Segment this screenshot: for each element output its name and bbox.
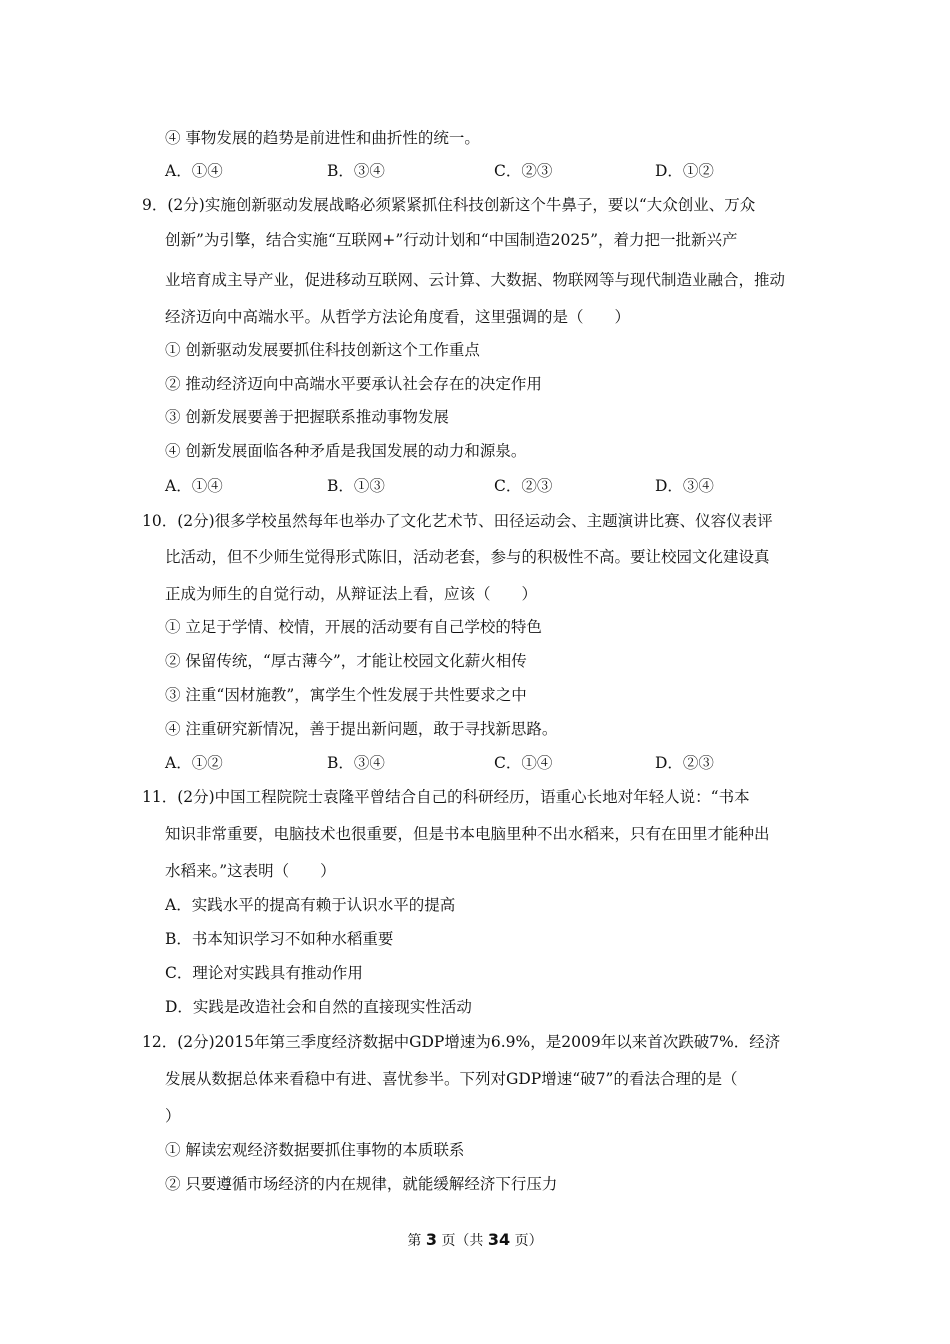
q12-stem-line-3: ） <box>165 1107 181 1125</box>
q9-stem-line-3: 业培育成主导产业，促进移动互联网、云计算、大数据、物联网等与现代制造业融合，推动 <box>165 271 786 289</box>
q10-statement-3: ③ 注重“因材施教”，寓学生个性发展于共性要求之中 <box>165 686 527 704</box>
q8-option-d: D．①② <box>655 162 714 180</box>
q12-statement-1: ① 解读宏观经济数据要抓住事物的本质联系 <box>165 1141 465 1159</box>
q9-statement-3: ③ 创新发展要善于把握联系推动事物发展 <box>165 408 449 426</box>
q10-statement-4: ④ 注重研究新情况，善于提出新问题，敢于寻找新思路。 <box>165 720 558 738</box>
q8-option-b: B．③④ <box>327 162 385 180</box>
q9-options <box>165 474 815 498</box>
q10-option-b: B．③④ <box>327 754 385 772</box>
q11-choice-b: B．书本知识学习不如种水稻重要 <box>165 930 394 948</box>
footer-prefix: 第 <box>407 1233 422 1249</box>
q10-option-a: A．①② <box>165 754 223 772</box>
q9-option-d: D．③④ <box>655 477 714 495</box>
q9-stem-line-1: 9．(2分)实施创新驱动发展战略必须紧紧抓住科技创新这个牛鼻子，要以“大众创业、万众 <box>142 196 756 214</box>
q10-statement-2: ② 保留传统，“厚古薄今”，才能让校园文化薪火相传 <box>165 652 527 670</box>
q10-statement-1: ① 立足于学情、校情，开展的活动要有自己学校的特色 <box>165 618 542 636</box>
q12-stem-line-1: 12．(2分)2015年第三季度经济数据中GDP增速为6.9%，是2009年以来首次跌破7%．经济 <box>142 1033 781 1051</box>
q9-option-c: C．②③ <box>494 477 553 495</box>
q11-stem-line-2: 知识非常重要，电脑技术也很重要，但是书本电脑里种不出水稻来，只有在田里才能种出 <box>165 825 770 843</box>
q9-statement-1: ① 创新驱动发展要抓住科技创新这个工作重点 <box>165 341 480 359</box>
q11-stem-line-1: 11．(2分)中国工程院院士袁隆平曾结合自己的科研经历，语重心长地对年轻人说：“书本 <box>142 788 750 806</box>
q9-stem-line-4: 经济迈向中高端水平。从哲学方法论角度看，这里强调的是（ ） <box>165 308 631 326</box>
q11-choice-a: A．实践水平的提高有赖于认识水平的提高 <box>165 896 456 914</box>
q8-option-a: A．①④ <box>165 162 223 180</box>
q10-stem-line-2: 比活动，但不少师生觉得形式陈旧，活动老套，参与的积极性不高。要让校园文化建设真 <box>165 548 770 566</box>
q8-statement-4: ④ 事物发展的趋势是前进性和曲折性的统一。 <box>165 129 480 147</box>
q10-option-c: C．①④ <box>494 754 553 772</box>
q9-option-b: B．①③ <box>327 477 385 495</box>
q10-stem-line-1: 10．(2分)很多学校虽然每年也举办了文化艺术节、田径运动会、主题演讲比赛、仪容仪表评 <box>142 512 773 530</box>
footer-middle: 页（共 <box>441 1233 484 1249</box>
footer-page-number: 3 <box>425 1230 437 1249</box>
q9-statement-4: ④ 创新发展面临各种矛盾是我国发展的动力和源泉。 <box>165 442 527 460</box>
q12-statement-2: ② 只要遵循市场经济的内在规律，就能缓解经济下行压力 <box>165 1175 558 1193</box>
q11-choice-c: C．理论对实践具有推动作用 <box>165 964 363 982</box>
q12-stem-line-2: 发展从数据总体来看稳中有进、喜忧参半。下列对GDP增速“破7”的看法合理的是（ <box>165 1070 738 1088</box>
q9-option-a: A．①④ <box>165 477 223 495</box>
q11-stem-line-3: 水稻来。”这表明（ ） <box>165 862 336 880</box>
q8-options <box>165 159 815 183</box>
q9-stem-line-2: 创新”为引擎，结合实施“互联网+”行动计划和“中国制造2025”，着力把一批新兴产 <box>165 231 738 249</box>
footer-suffix: 页） <box>514 1233 543 1249</box>
q9-statement-2: ② 推动经济迈向中高端水平要承认社会存在的决定作用 <box>165 375 542 393</box>
q10-options <box>165 751 815 775</box>
footer-total-pages: 34 <box>487 1230 511 1249</box>
q8-option-c: C．②③ <box>494 162 553 180</box>
q10-stem-line-3: 正成为师生的自觉行动，从辩证法上看，应该（ ） <box>165 585 538 603</box>
page-footer <box>0 1228 950 1253</box>
q11-choice-d: D．实践是改造社会和自然的直接现实性活动 <box>165 998 472 1016</box>
q10-option-d: D．②③ <box>655 754 714 772</box>
